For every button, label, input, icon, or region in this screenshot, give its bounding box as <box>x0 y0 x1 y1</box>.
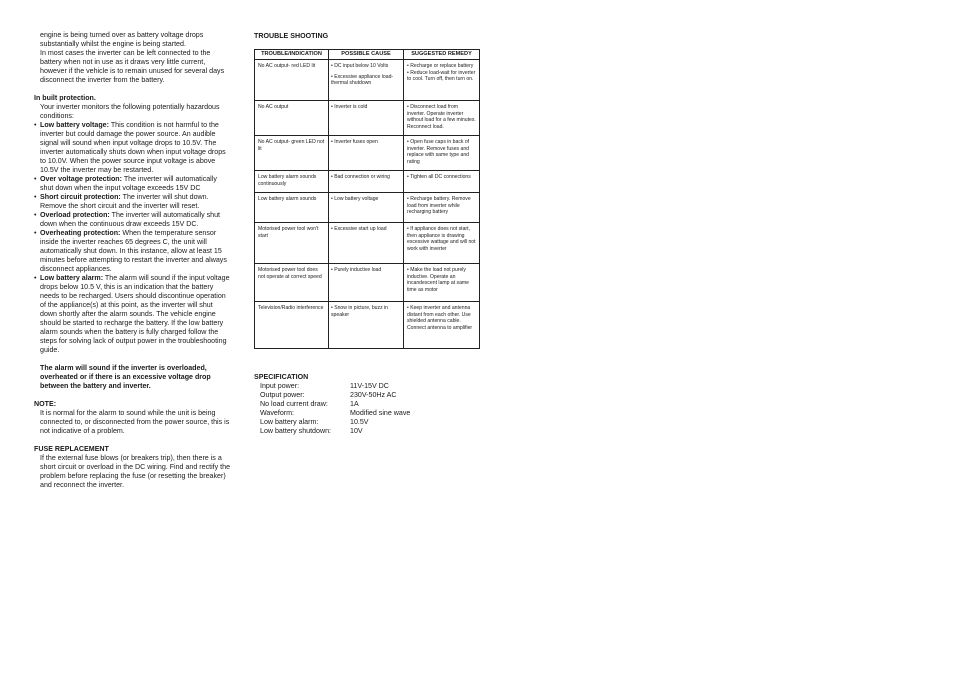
remedy-cell <box>404 264 480 302</box>
cause-cell <box>329 264 404 302</box>
spec-value: 230V-50Hz AC <box>350 391 397 399</box>
trouble-cell: Motorised power tool does not operate at correct speed <box>255 264 329 302</box>
troubleshooting-table <box>254 49 480 349</box>
cause-cell <box>329 302 404 349</box>
item-title: Short circuit protection: <box>40 193 121 201</box>
column-header: POSSIBLE CAUSE <box>329 50 404 60</box>
table-row <box>255 193 480 223</box>
trouble-cell: Low battery alarm sounds continuously <box>255 171 329 193</box>
spec-row <box>254 418 480 427</box>
trouble-cell: No AC output <box>255 101 329 136</box>
trouble-cell: No AC output- green LED not lit <box>255 136 329 171</box>
bullet-icon: • <box>34 274 37 282</box>
text-line: of the appliance(s) at this point, as the inverter will shut <box>40 301 213 309</box>
spec-label: Waveform: <box>260 409 295 417</box>
builtin-protection-text <box>34 103 244 121</box>
text-line: alarm sounds when the battery is fully charged follow the <box>40 328 219 336</box>
remedy-cell <box>404 193 480 223</box>
right-column <box>254 32 480 436</box>
item-title: Overheating protection: <box>40 229 121 237</box>
item-text: The inverter will automatically shut <box>109 211 221 219</box>
cause-text: • Bad connection or wiring <box>331 174 390 180</box>
text-line: drops below 10.5 V, this is an indication that the battery <box>40 283 214 291</box>
remedy-cell <box>404 60 480 101</box>
text-line: inverter automatically shuts down when input voltage drops <box>40 148 226 156</box>
text-line: shut down when the input voltage exceeds 15V DC <box>40 184 201 192</box>
text-line: It is normal for the alarm to sound while the unit is being <box>40 409 216 417</box>
protection-list <box>34 121 244 355</box>
spec-row <box>254 427 480 436</box>
list-item <box>34 121 244 175</box>
text-line: disconnect the inverter from the battery. <box>40 76 165 84</box>
intro-paragraph <box>34 31 244 85</box>
fuse-replacement-heading: FUSE REPLACEMENT <box>34 445 109 453</box>
table-row <box>255 136 480 171</box>
trouble-cell: Motorised power tool won't start <box>255 223 329 264</box>
text-line: overheated or if there is an excessive voltage drop <box>40 373 211 381</box>
table-row <box>255 171 480 193</box>
remedy-text: • Disconnect load from inverter. Operate inverter without load for a few minutes. Reconnect load. <box>407 104 476 131</box>
table-row <box>255 302 480 349</box>
remedy-cell <box>404 223 480 264</box>
cause-cell <box>329 171 404 193</box>
bullet-icon: • <box>34 175 37 183</box>
trouble-shooting-heading: TROUBLE SHOOTING <box>254 32 329 40</box>
spec-label: Low battery shutdown: <box>260 427 331 435</box>
cause-cell <box>329 136 404 171</box>
spec-row <box>254 382 480 391</box>
list-item <box>34 211 244 229</box>
spec-row <box>254 400 480 409</box>
table-header-row <box>255 50 480 60</box>
remedy-cell <box>404 171 480 193</box>
spec-value: Modified sine wave <box>350 409 411 417</box>
text-line: however if the vehicle is to remain unused for several days <box>40 67 225 75</box>
remedy-cell <box>404 136 480 171</box>
text-line: steps for solving lack of output power in the troubleshooting <box>40 337 227 345</box>
text-line: should be started to recharge the battery. If the low battery <box>40 319 224 327</box>
remedy-cell <box>404 302 480 349</box>
alarm-warning <box>34 364 244 391</box>
cause-cell <box>329 193 404 223</box>
text-line: connected to, or disconnected from the power source, this is <box>40 418 230 426</box>
text-line: conditions: <box>40 112 74 120</box>
text-line: engine is being turned over as battery voltage drops <box>40 31 204 39</box>
spec-value: 10V <box>350 427 363 435</box>
text-line: disconnect appliances. <box>40 265 112 273</box>
item-text: The inverter will automatically <box>122 175 217 183</box>
remedy-cell <box>404 101 480 136</box>
item-text: The inverter will shut down. <box>120 193 209 201</box>
remedy-text: • If appliance does not start, then appliance is drawing excessive wattage and will not work with inverter <box>407 226 476 253</box>
spec-row <box>254 409 480 418</box>
spec-label: Low battery alarm: <box>260 418 319 426</box>
cause-text: • Low battery voltage <box>331 196 379 202</box>
text-line: If the external fuse blows (or breakers trip), then there is a <box>40 454 222 462</box>
note-text <box>34 409 244 436</box>
remedy-text: • Make the load not purely inductive. Operate an incandescent lamp at same time as motor <box>407 267 470 294</box>
cause-text: • Purely inductive load <box>331 267 382 273</box>
spec-value: 11V-15V DC <box>350 382 389 390</box>
table-row <box>255 60 480 101</box>
text-line: guide. <box>40 346 60 354</box>
item-title: Overload protection: <box>40 211 110 219</box>
text-line: down when the continuous draw exceeds 15V DC. <box>40 220 199 228</box>
text-line: between the battery and inverter. <box>40 382 151 390</box>
remedy-text: • Recharge battery. Remove load from inverter while recharging battery <box>407 196 471 216</box>
cause-cell <box>329 223 404 264</box>
text-line: 10.5V the inverter may be restarted. <box>40 166 154 174</box>
cause-text: • Excessive appliance load-thermal shutdown <box>331 73 394 87</box>
table-row <box>255 264 480 302</box>
text-line: In most cases the inverter can be left connected to the <box>40 49 211 57</box>
list-item <box>34 175 244 193</box>
list-item <box>34 193 244 211</box>
builtin-protection-heading: In built protection. <box>34 94 96 102</box>
text-line: down shortly after the alarm sounds. The vehicle engine <box>40 310 216 318</box>
fuse-replacement-text <box>34 454 244 490</box>
specification-section <box>254 373 480 436</box>
spec-row <box>254 391 480 400</box>
item-text: When the temperature sensor <box>120 229 217 237</box>
item-title: Low battery alarm: <box>40 274 104 282</box>
text-line: not indicative of a problem. <box>40 427 125 435</box>
trouble-cell: Television/Radio interference <box>255 302 329 349</box>
text-line: needs to be recharged. Users should discontinue operation <box>40 292 226 300</box>
text-line: short circuit or overload in the DC wiring. Find and rectify the <box>40 463 231 471</box>
cause-text: • Inverter fuses open <box>331 139 378 145</box>
spec-value: 10.5V <box>350 418 369 426</box>
text-line: automatically shut down. In this instance, allow at least 15 <box>40 247 222 255</box>
column-header: SUGGESTED REMEDY <box>404 50 480 60</box>
left-column <box>34 31 244 490</box>
text-line: The alarm will sound if the inverter is overloaded, <box>40 364 207 372</box>
cause-text: • Inverter is cold <box>331 104 368 110</box>
cause-text: • DC input below 10 Volts <box>331 63 389 69</box>
list-item <box>34 229 244 274</box>
remedy-text: • Keep inverter and antenna distant from each other. Use shielded antenna cable. Connect antenna to amplifier <box>407 305 473 332</box>
item-title: Low battery voltage: <box>40 121 109 129</box>
bullet-icon: • <box>34 211 37 219</box>
column-header: TROUBLE/INDICATION <box>255 50 329 60</box>
spec-value: 1A <box>350 400 359 408</box>
remedy-text: • Open fuse caps in back of inverter. Remove fuses and replace with same type and rating <box>407 139 470 166</box>
specification-heading: SPECIFICATION <box>254 373 309 381</box>
text-line: problem before replacing the fuse (or resetting the breaker) <box>40 472 226 480</box>
item-text: This condition is not harmful to the <box>108 121 219 129</box>
spec-label: No load current draw: <box>260 400 328 408</box>
cause-cell <box>329 60 404 101</box>
text-line: minutes before attempting to restart the inverter and always <box>40 256 227 264</box>
text-line: battery when not in use as it draws very little current, <box>40 58 206 66</box>
spec-label: Input power: <box>260 382 300 390</box>
trouble-cell: No AC output- red LED lit <box>255 60 329 101</box>
text-line: substantially whilst the engine is being started. <box>40 40 186 48</box>
bullet-icon: • <box>34 229 37 237</box>
list-item <box>34 274 244 355</box>
text-line: signal will sound when input voltage drops to 10.5V. The <box>40 139 217 147</box>
text-line: Your inverter monitors the following potentially hazardous <box>40 103 220 111</box>
trouble-cell: Low battery alarm sounds <box>255 193 329 223</box>
text-line: and reconnect the inverter. <box>40 481 124 489</box>
remedy-text: • Tighten all DC connections <box>407 174 471 180</box>
text-line: inside the inverter reaches 65 degrees C, the unit will <box>40 238 207 246</box>
cause-cell <box>329 101 404 136</box>
bullet-icon: • <box>34 193 37 201</box>
text-line: inverter but could damage the power source. An audible <box>40 130 216 138</box>
text-line: Remove the short circuit and the inverter will reset. <box>40 202 200 210</box>
spec-label: Output power: <box>260 391 305 399</box>
item-text: The alarm will sound if the input voltage <box>103 274 230 282</box>
remedy-text: • Reduce load-wait for inverter to cool. Turn off, then turn on. <box>407 69 476 83</box>
bullet-icon: • <box>34 121 37 129</box>
note-heading: NOTE: <box>34 400 57 408</box>
table-row <box>255 101 480 136</box>
cause-text: • Excessive start up load <box>331 226 387 232</box>
cause-text: • Snow in picture, buzz in speaker <box>331 305 388 318</box>
text-line: to 10.0V. When the power source input voltage is above <box>40 157 216 165</box>
table-row <box>255 223 480 264</box>
remedy-text: • Recharge or replace battery <box>407 63 474 69</box>
item-title: Over voltage protection: <box>40 175 122 183</box>
